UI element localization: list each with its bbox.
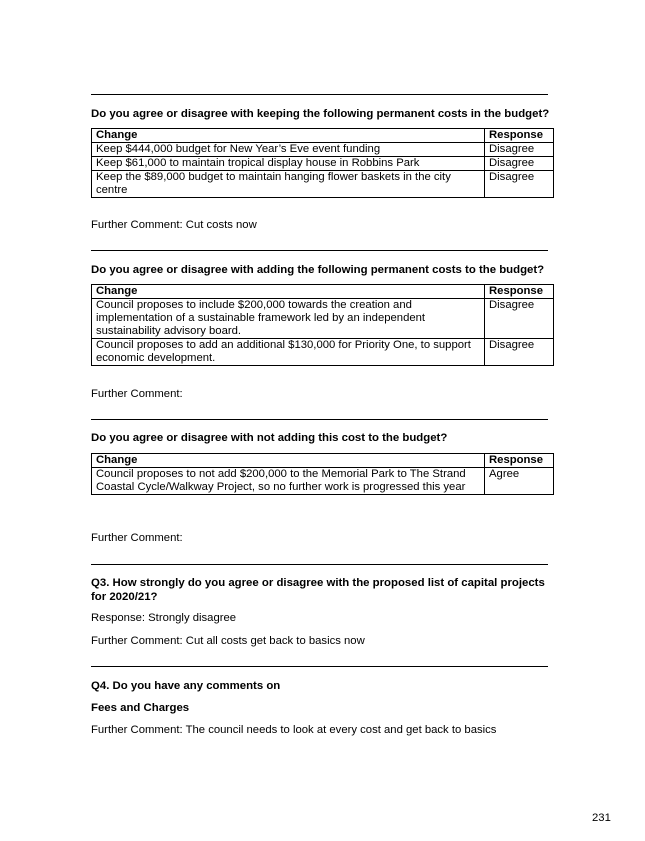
table-row <box>92 339 554 366</box>
response-cell: Disagree <box>485 339 554 366</box>
response-cell: Disagree <box>485 299 554 339</box>
page-number: 231 <box>592 812 611 824</box>
response-cell: Disagree <box>485 157 554 171</box>
further-comment: Further Comment: The council needs to look at every cost and get back to basics <box>91 724 497 736</box>
question-heading: Q3. How strongly do you agree or disagree with the proposed list of capital projects for 2020/21? <box>91 577 545 603</box>
column-header-change: Change <box>92 454 485 468</box>
table-row <box>92 468 554 495</box>
response-cell: Agree <box>485 468 554 495</box>
table-header-row <box>92 129 554 143</box>
table-row <box>92 171 554 198</box>
table-row <box>92 143 554 157</box>
divider <box>91 564 548 565</box>
change-cell: Council proposes to include $200,000 towards the creation and implementation of a sustainable framework led by an independent sustainability advisory board. <box>92 299 485 339</box>
response-cell: Disagree <box>485 171 554 198</box>
subheading: Fees and Charges <box>91 702 190 714</box>
question-heading: Do you agree or disagree with keeping the following permanent costs in the budget? <box>91 108 550 120</box>
divider <box>91 419 548 420</box>
column-header-response: Response <box>485 454 554 468</box>
costs-table <box>91 284 554 366</box>
further-comment: Further Comment: <box>91 388 183 400</box>
further-comment: Further Comment: Cut all costs get back to basics now <box>91 635 365 647</box>
costs-table <box>91 453 554 495</box>
response-text: Response: Strongly disagree <box>91 612 237 624</box>
column-header-change: Change <box>92 129 485 143</box>
costs-table <box>91 128 554 198</box>
table-header-row <box>92 454 554 468</box>
table-row <box>92 299 554 339</box>
question-heading: Do you agree or disagree with not adding this cost to the budget? <box>91 432 448 444</box>
further-comment: Further Comment: Cut costs now <box>91 219 257 231</box>
table-header-row <box>92 285 554 299</box>
table-row <box>92 157 554 171</box>
further-comment: Further Comment: <box>91 532 183 544</box>
change-cell: Keep $61,000 to maintain tropical display house in Robbins Park <box>92 157 485 171</box>
column-header-response: Response <box>485 285 554 299</box>
column-header-response: Response <box>485 129 554 143</box>
change-cell: Council proposes to not add $200,000 to the Memorial Park to The Strand Coastal Cycle/Walkway Project, so no further work is progressed this year <box>92 468 485 495</box>
divider <box>91 94 548 95</box>
change-cell: Keep the $89,000 budget to maintain hanging flower baskets in the city centre <box>92 171 485 198</box>
divider <box>91 666 548 667</box>
change-cell: Council proposes to add an additional $130,000 for Priority One, to support economic development. <box>92 339 485 366</box>
response-cell: Disagree <box>485 143 554 157</box>
column-header-change: Change <box>92 285 485 299</box>
divider <box>91 250 548 251</box>
question-heading: Do you agree or disagree with adding the following permanent costs to the budget? <box>91 264 545 276</box>
change-cell: Keep $444,000 budget for New Year’s Eve event funding <box>92 143 485 157</box>
question-heading: Q4. Do you have any comments on <box>91 680 281 692</box>
